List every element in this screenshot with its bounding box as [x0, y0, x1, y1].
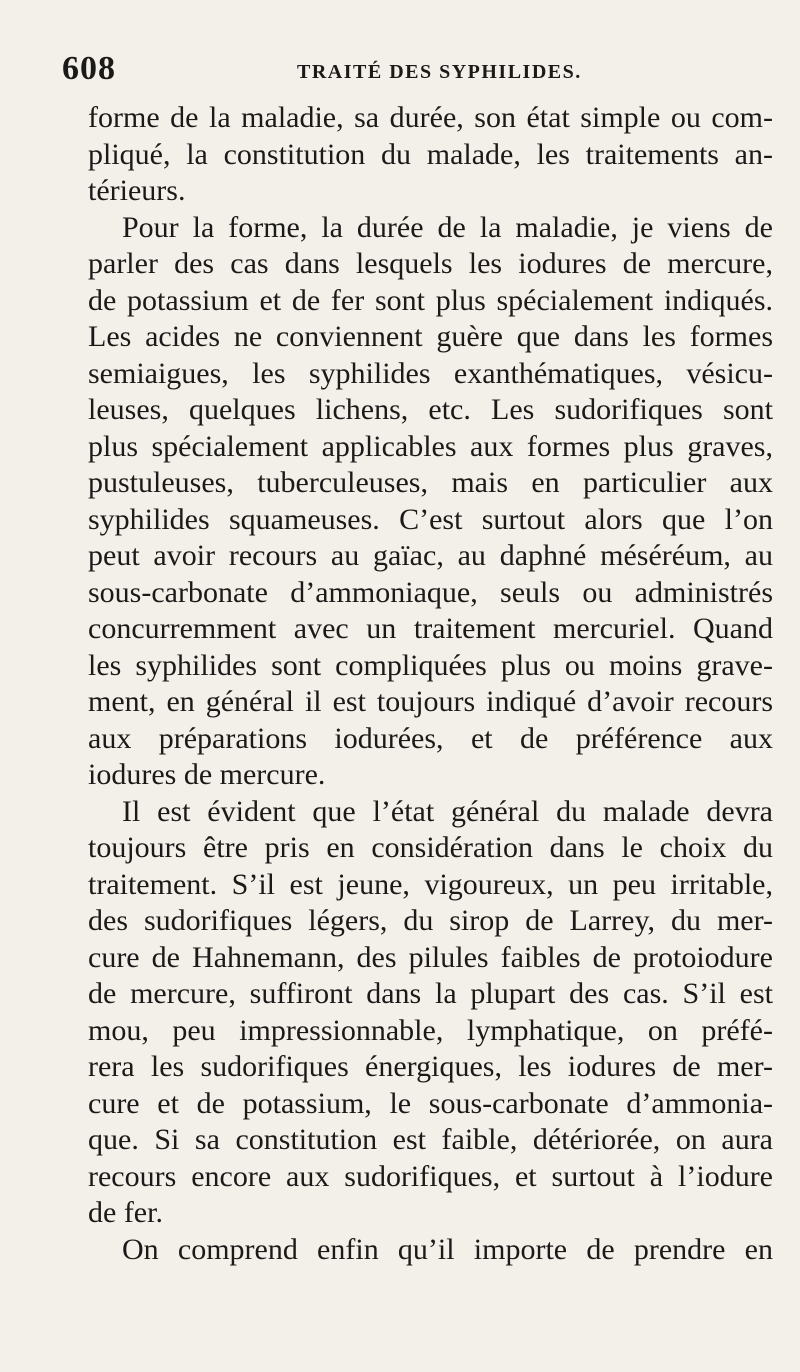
- text-line: de potassium et de fer sont plus spécialement indiqués.: [88, 283, 773, 317]
- text-line: forme de la maladie, sa durée, son état simple ou com-: [88, 101, 773, 134]
- text-line: sous-carbonate d’ammoniaque, seuls ou administrés: [88, 575, 773, 609]
- page-header: [62, 50, 760, 90]
- text-line: parler des cas dans lesquels les iodures de mercure,: [88, 247, 773, 280]
- text-line: les syphilides sont compliquées plus ou moins grave-: [88, 648, 773, 682]
- text-line: mou, peu impressionnable, lymphatique, on préfé-: [88, 1013, 773, 1047]
- text-line: Les acides ne conviennent guère que dans les formes: [88, 320, 773, 353]
- text-line: On comprend enfin qu’il importe de prendre en: [122, 1232, 773, 1266]
- text-line: Il est évident que l’état général du malade devra: [122, 794, 773, 828]
- text-line: ment, en général il est toujours indiqué d’avoir recours: [88, 685, 773, 718]
- text-line: des sudorifiques légers, du sirop de Larrey, du mer-: [88, 904, 773, 937]
- text-line: iodures de mercure.: [88, 758, 326, 791]
- text-line: de mercure, suffiront dans la plupart des cas. S’il est: [88, 977, 773, 1010]
- text-line: concurremment avec un traitement mercuriel. Quand: [88, 612, 773, 645]
- text-line: plus spécialement applicables aux formes plus graves,: [88, 429, 773, 463]
- text-line: aux préparations iodurées, et de préférence aux: [88, 721, 773, 755]
- text-line: térieurs.: [88, 174, 186, 207]
- text-line: cure et de potassium, le sous-carbonate d’ammonia-: [88, 1086, 773, 1120]
- page-number: 608: [62, 50, 116, 87]
- text-line: semiaigues, les syphilides exanthématiques, vésicu-: [88, 356, 773, 390]
- text-line: recours encore aux sudorifiques, et surtout à l’iodure: [88, 1159, 773, 1193]
- text-line: cure de Hahnemann, des pilules faibles de protoiodure: [88, 940, 773, 974]
- text-line: de fer.: [88, 1196, 163, 1229]
- text-line: leuses, quelques lichens, etc. Les sudorifiques sont: [88, 393, 773, 426]
- text-line: Pour la forme, la durée de la maladie, je viens de: [122, 210, 773, 244]
- text-line: pliqué, la constitution du malade, les traitements an-: [88, 137, 773, 171]
- text-line: toujours être pris en considération dans le choix du: [88, 831, 773, 864]
- text-line: peut avoir recours au gaïac, au daphné méséréum, au: [88, 539, 773, 572]
- text-line: syphilides squameuses. C’est surtout alors que l’on: [88, 502, 773, 536]
- body-text: [88, 100, 773, 1268]
- text-line: que. Si sa constitution est faible, détériorée, on aura: [88, 1123, 773, 1156]
- running-title: TRAITÉ DES SYPHILIDES.: [297, 61, 582, 83]
- text-line: pustuleuses, tuberculeuses, mais en particulier aux: [88, 466, 773, 499]
- text-line: traitement. S’il est jeune, vigoureux, un peu irritable,: [88, 867, 773, 901]
- text-line: rera les sudorifiques énergiques, les iodures de mer-: [88, 1050, 773, 1083]
